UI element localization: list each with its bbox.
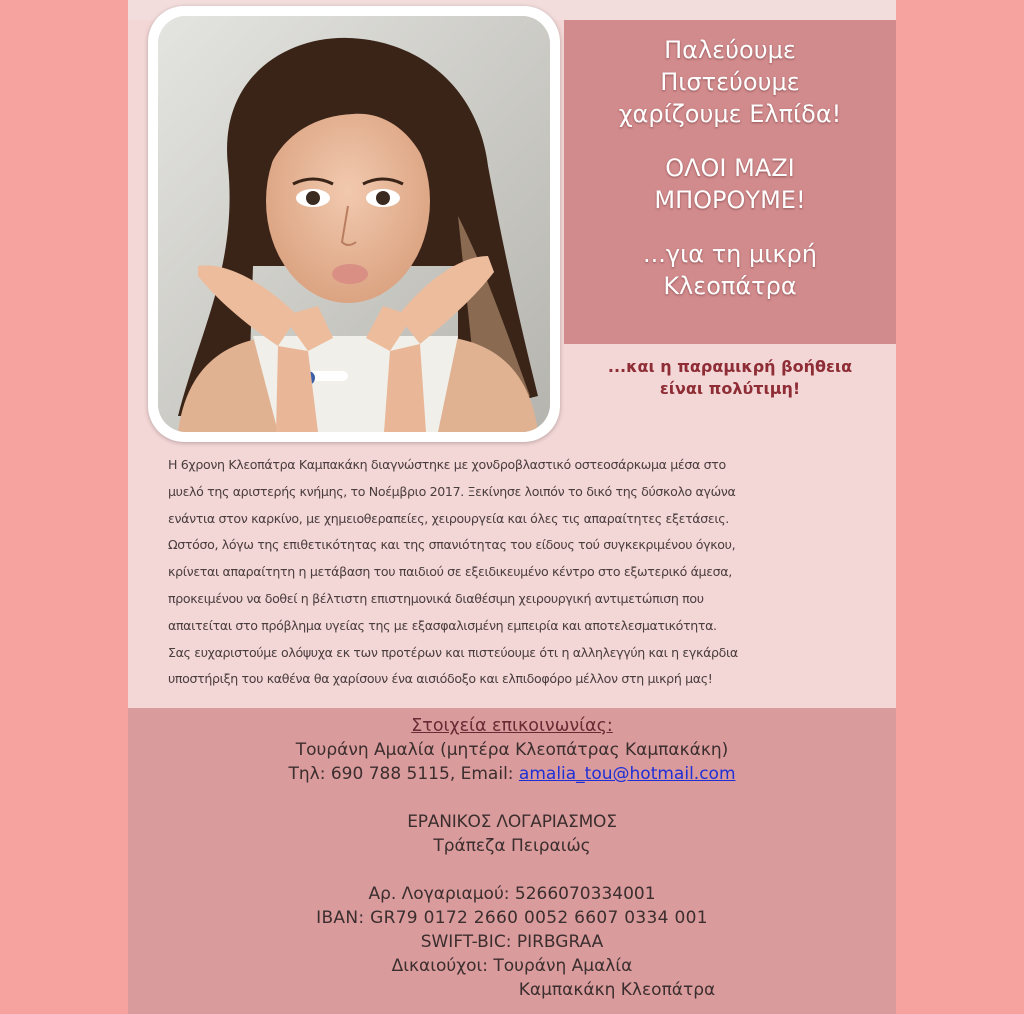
contact-section	[128, 708, 896, 1014]
slogan-group-together	[654, 152, 805, 216]
contact-phone-email	[128, 762, 896, 786]
story-line: υποστήριξη του καθένα θα χαρίσουν ένα αισιόδοξο και ελπιδοφόρο μέλλον στη μικρή μας!	[168, 671, 713, 687]
contact-person: Τουράνη Αμαλία (μητέρα Κλεοπάτρας Καμπακάκη)	[295, 740, 729, 760]
story-line: ενάντια στον καρκίνο, με χημειοθεραπείες, χειρουργεία και όλες τις απαραίτητες εξετάσεις.	[168, 510, 729, 526]
bank-account-title: ΕΡΑΝΙΚΟΣ ΛΟΓΑΡΙΑΣΜΟΣ	[407, 812, 617, 832]
slogan-group-fight	[619, 34, 842, 130]
slogan-line: Κλεοπάτρα	[663, 272, 797, 300]
iban: IBAN: GR79 0172 2660 0052 6607 0334 001	[316, 908, 708, 928]
story-text	[168, 452, 884, 693]
story-line: απαιτείται στο πρόβλημα υγείας της με εξασφαλισμένη εμπειρία και αποτελεσματικότητα.	[168, 617, 717, 633]
swift-code: SWIFT-BIC: PIRBGRAA	[420, 932, 604, 952]
slogan-line: ΟΛΟΙ ΜΑΖΙ	[665, 154, 795, 182]
slogan-box	[564, 20, 896, 344]
slogan-line: ...για τη μικρή	[643, 240, 817, 268]
help-appeal-line: είναι πολύτιμη!	[659, 379, 801, 398]
contact-phone: Τηλ: 690 788 5115, Email:	[288, 764, 519, 784]
story-line: Η 6χρονη Κλεοπάτρα Καμπακάκη διαγνώστηκε με χονδροβλαστικό οστεοσάρκωμα μέσα στο	[168, 457, 726, 472]
help-appeal	[564, 356, 896, 400]
child-portrait-image	[158, 16, 550, 432]
story-line: προκειμένου να δοθεί η βέλτιστη επιστημονικά διαθέσιμη χειρουργική αντιμετώπιση που	[168, 590, 704, 606]
child-photo	[158, 16, 550, 432]
photo-frame	[148, 6, 560, 442]
slogan-line: χαρίζουμε Ελπίδα!	[618, 100, 842, 128]
account-number: Αρ. Λογαριαμού: 5266070334001	[368, 884, 656, 904]
contact-heading: Στοιχεία επικοινωνίας:	[411, 716, 613, 736]
slogan-group-cleopatra	[643, 238, 817, 302]
slogan-line: ΜΠΟΡΟΥΜΕ!	[654, 186, 806, 214]
poster	[128, 0, 896, 1014]
story-line: Ωστόσο, λόγω της επιθετικότητας και της σπανιότητας του είδους τού συγκεκριμένου όγκου,	[168, 537, 736, 553]
slogan-line: Παλεύουμε	[664, 36, 796, 64]
help-appeal-line: ...και η παραμικρή βοήθεια	[607, 357, 853, 376]
story-line: μυελό της αριστερής κνήμης, το Νοέμβριο 2017. Ξεκίνησε λοιπόν το δικό της δύσκολο αγώνα	[168, 483, 736, 499]
story-line: κρίνεται απαραίτητη η μετάβαση του παιδιού σε εξειδικευμένο κέντρο στο εξωτερικό άμεσα,	[168, 564, 732, 580]
bank-name: Τράπεζα Πειραιώς	[433, 836, 591, 856]
beneficiary-second: Καμπακάκη Κλεοπάτρα	[518, 980, 716, 1000]
beneficiaries: Δικαιούχοι: Τουράνη Αμαλία	[391, 956, 633, 976]
slogan-line: Πιστεύουμε	[660, 68, 800, 96]
email-link[interactable]: amalia_tou@hotmail.com	[518, 764, 736, 784]
story-line: Σας ευχαριστούμε ολόψυχα εκ των προτέρων και πιστεύουμε ότι η αλληλεγγύη και η εγκάρδια	[168, 644, 738, 660]
